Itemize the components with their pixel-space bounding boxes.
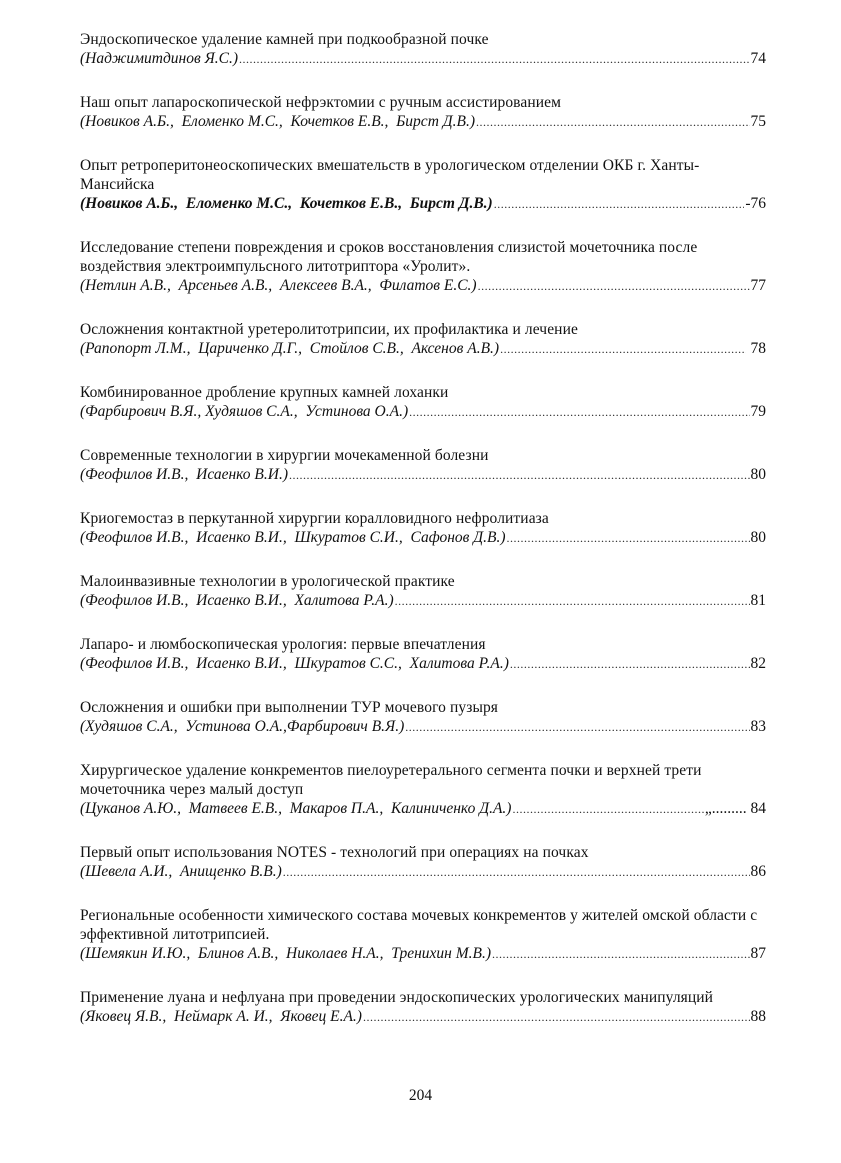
entry-authors: (Цуканов А.Ю., Матвеев Е.В., Макаров П.А., Калиниченко Д.А.) (80, 800, 512, 817)
entry-authors: (Феофилов И.В., Исаенко В.И., Шкуратов С.С., Халитова Р.А.) (80, 655, 509, 672)
dot-leader (395, 592, 750, 611)
entry-title: Лапаро- и люмбоскопическая урология: первые впечатления (80, 636, 486, 653)
page-number-footer: 204 (408, 1087, 433, 1104)
entry-authors: (Новиков А.Б., Еломенко М.С., Кочетков Е.В., Бирст Д.В.) (80, 195, 493, 212)
entry-authors: (Феофилов И.В., Исаенко В.И., Халитова Р.А.) (80, 592, 394, 609)
dot-leader (289, 466, 750, 485)
toc-entry (80, 383, 766, 422)
entry-authors-line (80, 276, 766, 296)
dot-leader (510, 655, 750, 674)
entry-title: Хирургическое удаление конкрементов пиелоуретерального сегмента почки и верхней трети мочеточника через малый доступ (80, 762, 702, 798)
entry-title: Первый опыт использования NOTES - технологий при операциях на почках (80, 844, 589, 861)
entry-title: Опыт ретроперитонеоскопических вмешательств в урологическом отделении ОКБ г. Ханты-Мансийска (80, 157, 700, 193)
entry-authors: (Рапопорт Л.М., Цариченко Д.Г., Стойлов С.В., Аксенов А.В.) (80, 340, 500, 357)
dot-leader (239, 50, 749, 69)
entry-page-number: 87 (750, 945, 766, 962)
entry-page-number: -76 (745, 195, 766, 212)
entry-title: Наш опыт лапароскопической нефрэктомии с ручным ассистированием (80, 94, 562, 111)
entry-authors: (Феофилов И.В., Исаенко В.И., Шкуратов С.И., Сафонов Д.В.) (80, 529, 506, 546)
toc-entry (80, 93, 766, 132)
entry-authors-line (80, 944, 766, 964)
entry-authors-line (80, 799, 766, 819)
entry-title: Криогемостаз в перкутанной хирургии коралловидного нефролитиаза (80, 510, 549, 527)
toc-entry (80, 635, 766, 674)
entry-authors-line (80, 465, 766, 485)
entry-authors-line (80, 654, 766, 674)
dot-leader (478, 277, 750, 296)
entry-title: Осложнения и ошибки при выполнении ТУР мочевого пузыря (80, 699, 499, 716)
entry-title: Малоинвазивные технологии в урологической практике (80, 573, 455, 590)
toc-entry (80, 156, 766, 214)
toc-entry (80, 30, 766, 69)
entry-title: Региональные особенности химического состава мочевых конкрементов у жителей омской области с эффективной литотрипсией. (80, 907, 758, 943)
dot-leader (476, 113, 749, 132)
toc-entry (80, 698, 766, 737)
entry-title: Применение луана и нефлуана при проведении эндоскопических урологических манипуляций (80, 989, 714, 1006)
entry-authors-line (80, 591, 766, 611)
toc-entry (80, 320, 766, 359)
entry-page-number: „......... 84 (704, 800, 766, 817)
toc-entry (80, 238, 766, 296)
entry-title: Эндоскопическое удаление камней при подкообразной почке (80, 31, 489, 48)
entry-authors: (Наджимитдинов Я.С.) (80, 50, 239, 67)
dot-leader (409, 403, 749, 422)
entry-page-number: 81 (750, 592, 766, 609)
entry-authors-line (80, 528, 766, 548)
entry-authors: (Шевела А.И., Анищенко В.В.) (80, 863, 282, 880)
toc-entry (80, 988, 766, 1027)
dot-leader (405, 718, 749, 737)
entry-title: Современные технологии в хирургии мочекаменной болезни (80, 447, 489, 464)
entry-page-number: 86 (750, 863, 766, 880)
entry-page-number: 78 (746, 340, 766, 357)
entry-title: Осложнения контактной уретеролитотрипсии, их профилактика и лечение (80, 321, 578, 338)
entry-authors: (Шемякин И.Ю., Блинов А.В., Николаев Н.А., Тренихин М.В.) (80, 945, 492, 962)
entry-page-number: 82 (750, 655, 766, 672)
entry-authors-line (80, 49, 766, 69)
entry-authors: (Феофилов И.В., Исаенко В.И.) (80, 466, 288, 483)
entry-page-number: 74 (750, 50, 766, 67)
toc-entry (80, 843, 766, 882)
toc-entry (80, 509, 766, 548)
toc-entry (80, 906, 766, 964)
dot-leader (512, 800, 703, 819)
entry-authors-line (80, 717, 766, 737)
entry-authors-line (80, 862, 766, 882)
entry-title: Исследование степени повреждения и сроков восстановления слизистой мочеточника после воздействия электроимпульсного литотриптора «Уролит». (80, 239, 698, 275)
entry-authors-line (80, 1007, 766, 1027)
dot-leader (500, 340, 746, 359)
entry-page-number: 80 (750, 466, 766, 483)
entry-page-number: 75 (750, 113, 766, 130)
entry-authors: (Яковец Я.В., Неймарк А. И., Яковец Е.А.) (80, 1008, 362, 1025)
dot-leader (507, 529, 750, 548)
toc-entry (80, 761, 766, 819)
entry-authors-line (80, 112, 766, 132)
entry-page-number: 83 (750, 718, 766, 735)
entry-authors: (Фарбирович В.Я., Худяшов С.А., Устинова О.А.) (80, 403, 409, 420)
table-of-contents (80, 30, 766, 1051)
dot-leader (494, 195, 745, 214)
dot-leader (492, 945, 749, 964)
entry-authors-line (80, 339, 766, 359)
entry-authors-line (80, 402, 766, 422)
toc-entry (80, 446, 766, 485)
entry-title: Комбинированное дробление крупных камней лоханки (80, 384, 449, 401)
entry-authors-line (80, 194, 766, 214)
entry-authors: (Худяшов С.А., Устинова О.А.,Фарбирович В.Я.) (80, 718, 405, 735)
entry-authors: (Нетлин А.В., Арсеньев А.В., Алексеев В.А., Филатов Е.С.) (80, 277, 477, 294)
entry-page-number: 80 (750, 529, 766, 546)
entry-page-number: 88 (750, 1008, 766, 1025)
entry-authors: (Новиков А.Б., Еломенко М.С., Кочетков Е.В., Бирст Д.В.) (80, 113, 476, 130)
entry-page-number: 79 (750, 403, 766, 420)
entry-page-number: 77 (750, 277, 766, 294)
toc-entry (80, 572, 766, 611)
dot-leader (283, 863, 750, 882)
dot-leader (363, 1008, 750, 1027)
